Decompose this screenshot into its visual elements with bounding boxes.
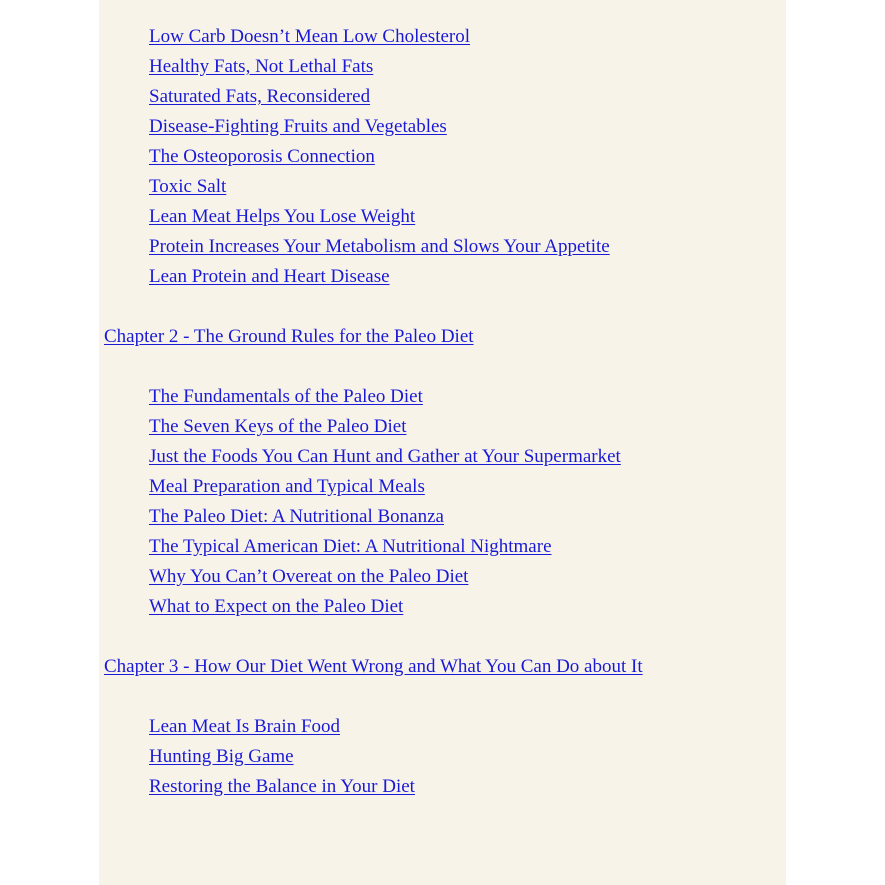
toc-link[interactable]: Protein Increases Your Metabolism and Slows Your Appetite (149, 236, 610, 257)
toc-entry (99, 22, 786, 52)
toc-link[interactable]: The Paleo Diet: A Nutritional Bonanza (149, 506, 444, 527)
toc-entry (99, 502, 786, 532)
toc-link[interactable]: The Seven Keys of the Paleo Diet (149, 416, 407, 437)
toc-entry (99, 202, 786, 232)
toc-link[interactable]: What to Expect on the Paleo Diet (149, 596, 404, 617)
ebook-page (99, 0, 786, 885)
toc-link[interactable]: Lean Meat Helps You Lose Weight (149, 206, 416, 227)
toc-link[interactable]: Low Carb Doesn’t Mean Low Cholesterol (149, 26, 471, 47)
toc-link[interactable]: Why You Can’t Overeat on the Paleo Diet (149, 566, 469, 587)
spacer (99, 292, 786, 322)
toc-entry (99, 442, 786, 472)
toc-entry (99, 562, 786, 592)
spacer (99, 352, 786, 382)
chapter-3-link[interactable]: Chapter 3 - How Our Diet Went Wrong and What You Can Do about It (104, 656, 643, 677)
toc-link[interactable]: Meal Preparation and Typical Meals (149, 476, 425, 497)
toc-entry (99, 412, 786, 442)
toc-entry (99, 172, 786, 202)
toc-entry (99, 82, 786, 112)
spacer (99, 682, 786, 712)
toc-link[interactable]: The Osteoporosis Connection (149, 146, 375, 167)
toc-entry (99, 382, 786, 412)
table-of-contents (99, 22, 786, 802)
toc-link[interactable]: The Fundamentals of the Paleo Diet (149, 386, 423, 407)
toc-link[interactable]: Toxic Salt (149, 176, 227, 197)
spacer (99, 622, 786, 652)
toc-link[interactable]: Disease-Fighting Fruits and Vegetables (149, 116, 447, 137)
toc-entry (99, 742, 786, 772)
toc-link[interactable]: Lean Meat Is Brain Food (149, 716, 341, 737)
toc-entry (99, 232, 786, 262)
toc-link[interactable]: Hunting Big Game (149, 746, 294, 767)
toc-chapter-entry (99, 322, 786, 352)
toc-entry (99, 592, 786, 622)
toc-entry (99, 52, 786, 82)
toc-entry (99, 472, 786, 502)
toc-link[interactable]: Restoring the Balance in Your Diet (149, 776, 415, 797)
toc-link[interactable]: Just the Foods You Can Hunt and Gather at Your Supermarket (149, 446, 621, 467)
toc-entry (99, 532, 786, 562)
toc-link[interactable]: Saturated Fats, Reconsidered (149, 86, 371, 107)
toc-entry (99, 772, 786, 802)
toc-entry (99, 112, 786, 142)
toc-entry (99, 142, 786, 172)
toc-entry (99, 262, 786, 292)
toc-link[interactable]: Healthy Fats, Not Lethal Fats (149, 56, 374, 77)
toc-link[interactable]: Lean Protein and Heart Disease (149, 266, 390, 287)
toc-chapter-entry (99, 652, 786, 682)
toc-entry (99, 712, 786, 742)
chapter-2-link[interactable]: Chapter 2 - The Ground Rules for the Paleo Diet (104, 326, 474, 347)
toc-link[interactable]: The Typical American Diet: A Nutritional Nightmare (149, 536, 552, 557)
